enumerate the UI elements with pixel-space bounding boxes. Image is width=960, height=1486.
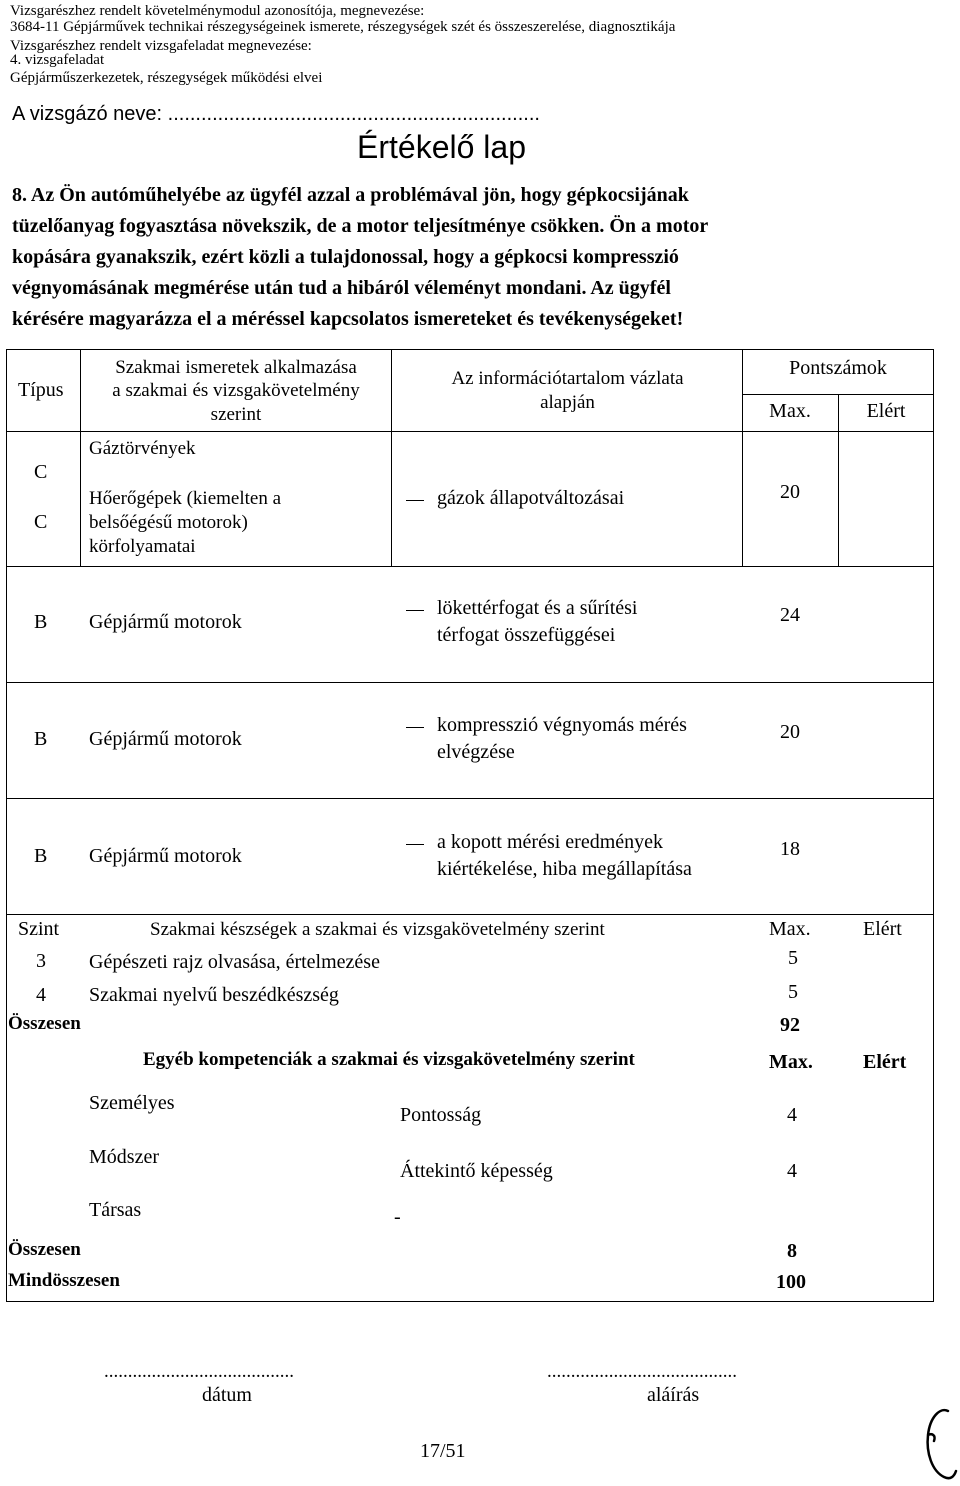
bullet-dash — [406, 610, 424, 611]
competency-method: Módszer — [89, 1146, 159, 1168]
page-title: Értékelő lap — [357, 129, 526, 165]
type-cell: B — [34, 728, 48, 750]
max-header: Max. — [769, 400, 811, 422]
divider — [80, 349, 81, 567]
topic-cell: körfolyamatai — [89, 536, 196, 557]
type-header: Típus — [18, 379, 64, 401]
topic-cell: Hőerőgépek (kiemelten a — [89, 488, 282, 509]
exam-task-number: 4. vizsgafeladat — [10, 52, 105, 68]
topic-cell: Gépjármű motorok — [89, 728, 242, 750]
other-competencies-header: Egyéb kompetenciák a szakmai és vizsgakövetelmény szerint — [143, 1049, 635, 1070]
skill-label: Gépészeti rajz olvasása, értelmezése — [89, 951, 380, 973]
info-header-2: alapján — [540, 392, 595, 413]
grand-total: 100 — [776, 1271, 806, 1293]
type-cell: B — [34, 845, 48, 867]
other-achieved-header: Elért — [863, 1051, 907, 1073]
exam-task-label: Vizsgarészhez rendelt vizsgafeladat megnevezése: — [10, 38, 312, 54]
divider — [6, 682, 934, 683]
bullet-dash — [406, 844, 424, 845]
grand-total-label: Mindösszesen — [8, 1270, 120, 1291]
topic-cell: Gépjármű motorok — [89, 611, 242, 633]
divider — [6, 914, 934, 915]
task-line-4: végnyomásának megmérése után tud a hibáról véleményt mondani. Az ügyfél — [12, 277, 671, 299]
competency-personal: Személyes — [89, 1092, 175, 1114]
knowledge-header-1: Szakmai ismeretek alkalmazása — [115, 357, 357, 378]
competency-social: Társas — [89, 1199, 142, 1221]
skills-max-header: Max. — [769, 918, 811, 940]
other-total: 8 — [787, 1240, 797, 1262]
date-label: dátum — [202, 1384, 252, 1406]
other-max-header: Max. — [769, 1051, 813, 1073]
info-cell: a kopott mérési eredmények — [437, 831, 664, 853]
info-cell: térfogat összefüggései — [437, 624, 616, 646]
module-name: 3684-11 Gépjárművek technikai részegységeinek ismerete, részegységek szét és összeszerelése, diagnosztikája — [10, 19, 676, 35]
divider — [742, 349, 743, 567]
competency-overview-max: 4 — [787, 1160, 797, 1182]
points-header: Pontszámok — [789, 357, 887, 379]
competency-precision-max: 4 — [787, 1104, 797, 1126]
page-number: 17/51 — [420, 1440, 466, 1462]
skills-total: 92 — [780, 1014, 800, 1036]
knowledge-header-2: a szakmai és vizsgakövetelmény — [112, 380, 360, 401]
competency-overview: Áttekintő képesség — [400, 1160, 553, 1182]
bullet-dash — [406, 500, 424, 501]
type-cell: C — [34, 461, 48, 483]
handwritten-mark-icon — [918, 1405, 958, 1483]
skills-achieved-header: Elért — [863, 918, 902, 940]
max-points-cell: 20 — [780, 481, 800, 503]
max-points-cell: 20 — [780, 721, 800, 743]
competency-precision: Pontosság — [400, 1104, 482, 1126]
task-line-3: kopására gyanakszik, ezért közli a tulajdonossal, hogy a gépkocsi kompresszió — [12, 246, 679, 268]
divider — [6, 431, 934, 432]
level-header: Szint — [18, 918, 60, 940]
divider — [742, 394, 934, 395]
signature-line[interactable]: ........................................ — [547, 1361, 737, 1382]
topic-cell: Gáztörvények — [89, 438, 196, 459]
skill-max: 5 — [788, 947, 798, 969]
achieved-header: Elért — [866, 400, 906, 422]
info-header-1: Az információtartalom vázlata — [451, 368, 684, 389]
info-cell: kiértékelése, hiba megállapítása — [437, 858, 692, 880]
module-label: Vizsgarészhez rendelt követelménymodul azonosítója, megnevezése: — [10, 3, 425, 19]
max-points-cell: 18 — [780, 838, 800, 860]
divider — [6, 566, 934, 567]
knowledge-header-3: szerint — [210, 404, 262, 425]
task-line-1: 8. Az Ön autóműhelyébe az ügyfél azzal a problémával jön, hogy gépkocsijának — [12, 184, 689, 206]
skill-max: 5 — [788, 981, 798, 1003]
divider — [391, 349, 392, 567]
candidate-name-field[interactable]: A vizsgázó neve: ................................................................... — [12, 103, 540, 125]
task-line-2: tüzelőanyag fogyasztása növekszik, de a motor teljesítménye csökken. Ön a motor — [12, 215, 709, 237]
bullet-dash — [406, 727, 424, 728]
other-total-label: Összesen — [8, 1239, 81, 1260]
skill-label: Szakmai nyelvű beszédkészség — [89, 984, 339, 1006]
signature-label: aláírás — [647, 1384, 700, 1406]
date-line[interactable]: ........................................ — [104, 1361, 294, 1382]
max-points-cell: 24 — [780, 604, 800, 626]
skill-level: 4 — [36, 984, 46, 1006]
skills-header: Szakmai készségek a szakmai és vizsgakövetelmény szerint — [150, 919, 605, 940]
competency-social-max: - — [394, 1206, 401, 1228]
divider — [6, 798, 934, 799]
task-line-5: kérésére magyarázza el a méréssel kapcsolatos ismereteket és tevékenységeket! — [12, 308, 684, 330]
type-cell: B — [34, 611, 48, 633]
exam-task-name: Gépjárműszerkezetek, részegységek működési elvei — [10, 70, 323, 86]
info-cell: elvégzése — [437, 741, 515, 763]
info-cell: gázok állapotváltozásai — [437, 487, 625, 509]
info-cell: lökettérfogat és a sűrítési — [437, 597, 638, 619]
type-cell: C — [34, 511, 48, 533]
skills-total-label: Összesen — [8, 1013, 81, 1034]
info-cell: kompresszió végnyomás mérés — [437, 714, 687, 736]
skill-level: 3 — [36, 950, 46, 972]
topic-cell: belsőégésű motorok) — [89, 512, 248, 533]
topic-cell: Gépjármű motorok — [89, 845, 242, 867]
